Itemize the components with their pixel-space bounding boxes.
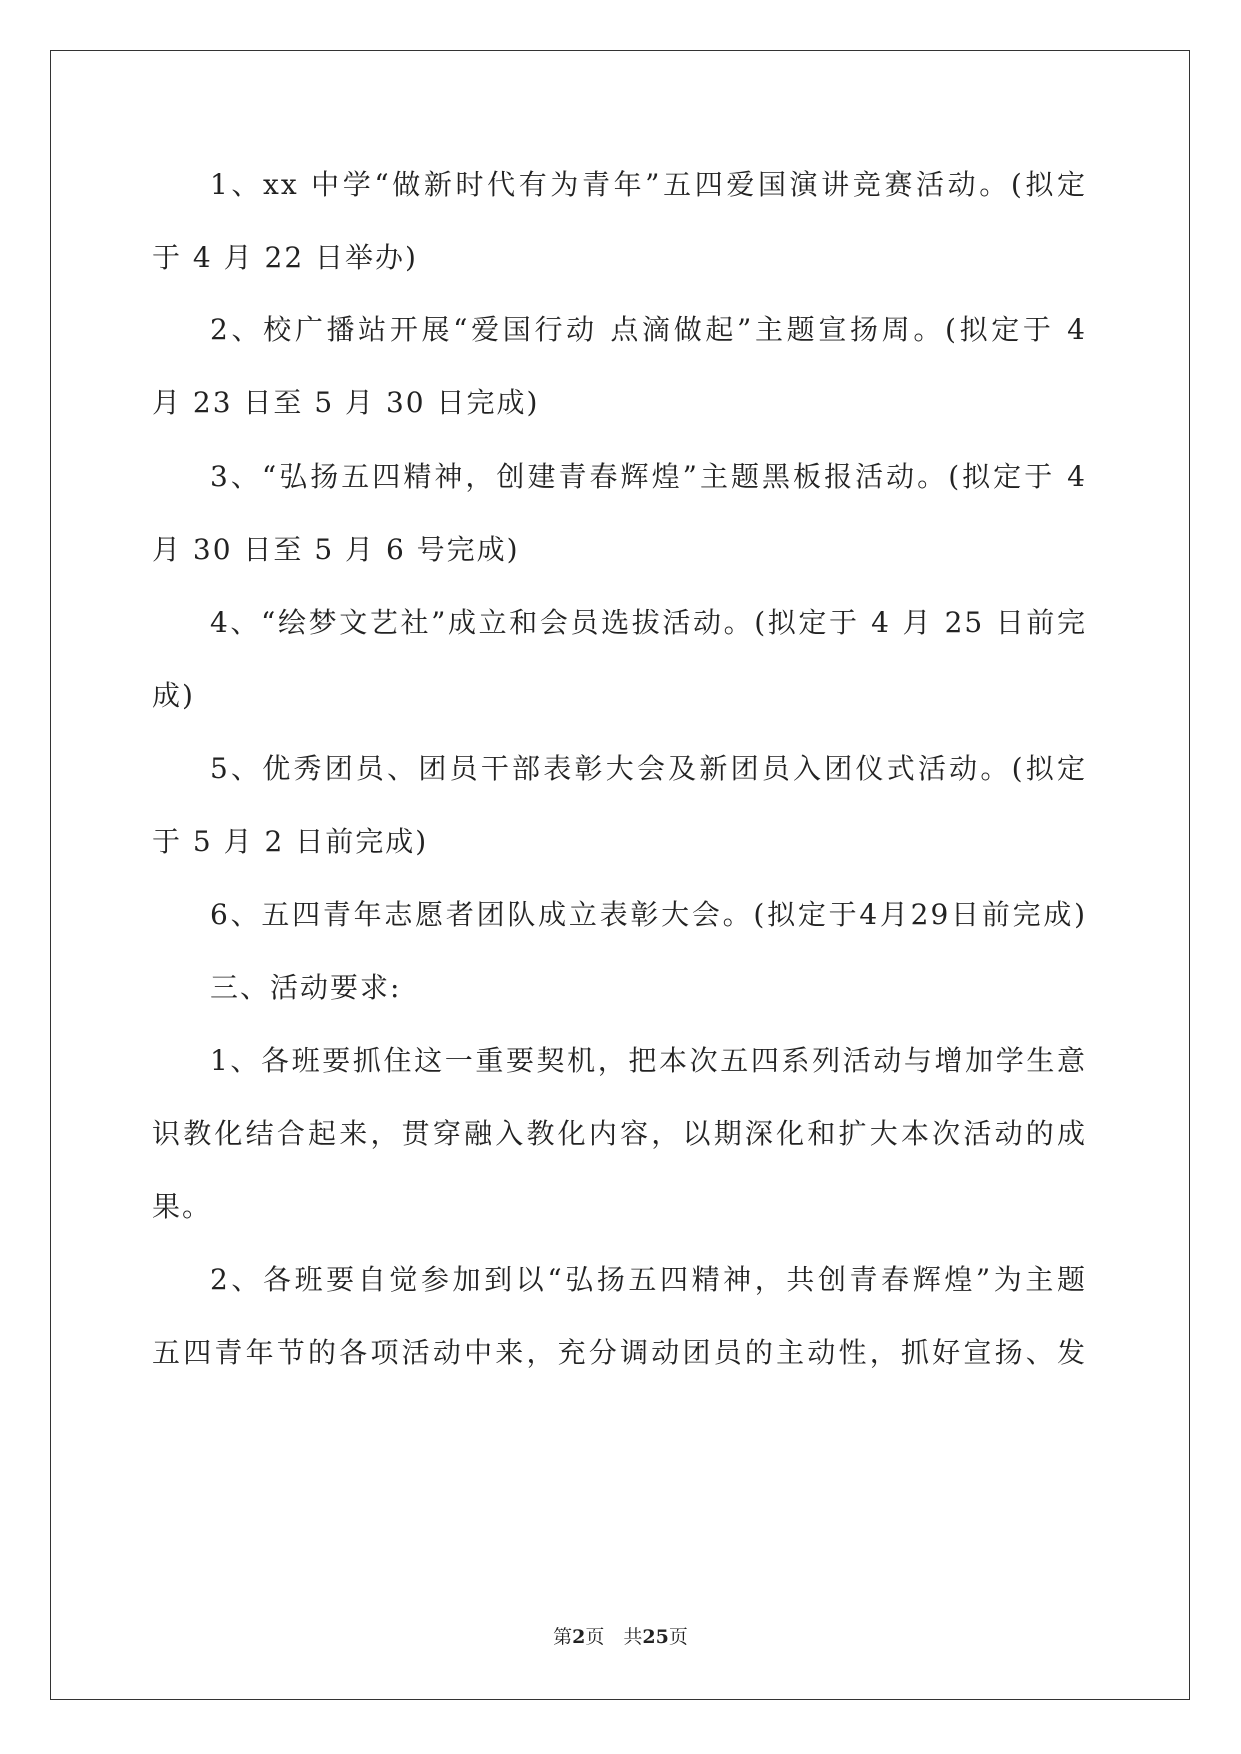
paragraph-line: 2、各班要自觉参加到以“弘扬五四精神，共创青春辉煌”为主题 <box>210 1263 1087 1296</box>
current-page-number: 2 <box>572 1626 586 1648</box>
paragraph-line: 月 23 日至 5 月 30 日完成) <box>152 386 540 419</box>
paragraph-line: 1、各班要抓住这一重要契机，把本次五四系列活动与增加学生意 <box>210 1044 1087 1077</box>
paragraph-line: 2、校广播站开展“爱国行动 点滴做起”主题宣扬周。(拟定于 4 <box>210 313 1087 346</box>
total-page-number: 25 <box>642 1626 669 1648</box>
paragraph-line: 于 5 月 2 日前完成) <box>152 825 429 858</box>
paragraph-line: 4、“绘梦文艺社”成立和会员选拔活动。(拟定于 4 月 25 日前完 <box>210 606 1087 639</box>
paragraph-line: 成) <box>152 679 195 712</box>
paragraph-line: 于 4 月 22 日举办) <box>152 241 418 274</box>
page-footer <box>0 1622 1241 1649</box>
paragraph-line: 五四青年节的各项活动中来，充分调动团员的主动性，抓好宣扬、发 <box>152 1336 1087 1369</box>
footer-suffix: 页 <box>668 1626 688 1648</box>
footer-prefix: 第 <box>553 1626 573 1648</box>
paragraph-line: 3、“弘扬五四精神，创建青春辉煌”主题黑板报活动。(拟定于 4 <box>210 460 1087 493</box>
section-heading: 三、活动要求: <box>210 971 402 1004</box>
paragraph-line: 月 30 日至 5 月 6 号完成) <box>152 533 520 566</box>
paragraph-line: 果。 <box>152 1190 213 1223</box>
paragraph-line: 1、xx 中学“做新时代有为青年”五四爱国演讲竞赛活动。(拟定 <box>210 168 1087 201</box>
paragraph-line: 5、优秀团员、团员干部表彰大会及新团员入团仪式活动。(拟定 <box>210 752 1087 785</box>
page-border <box>50 50 1190 1700</box>
footer-middle: 页 共 <box>585 1626 643 1648</box>
paragraph-line: 6、五四青年志愿者团队成立表彰大会。(拟定于4月29日前完成) <box>210 898 1087 931</box>
paragraph-line: 识教化结合起来，贯穿融入教化内容，以期深化和扩大本次活动的成 <box>152 1117 1087 1150</box>
